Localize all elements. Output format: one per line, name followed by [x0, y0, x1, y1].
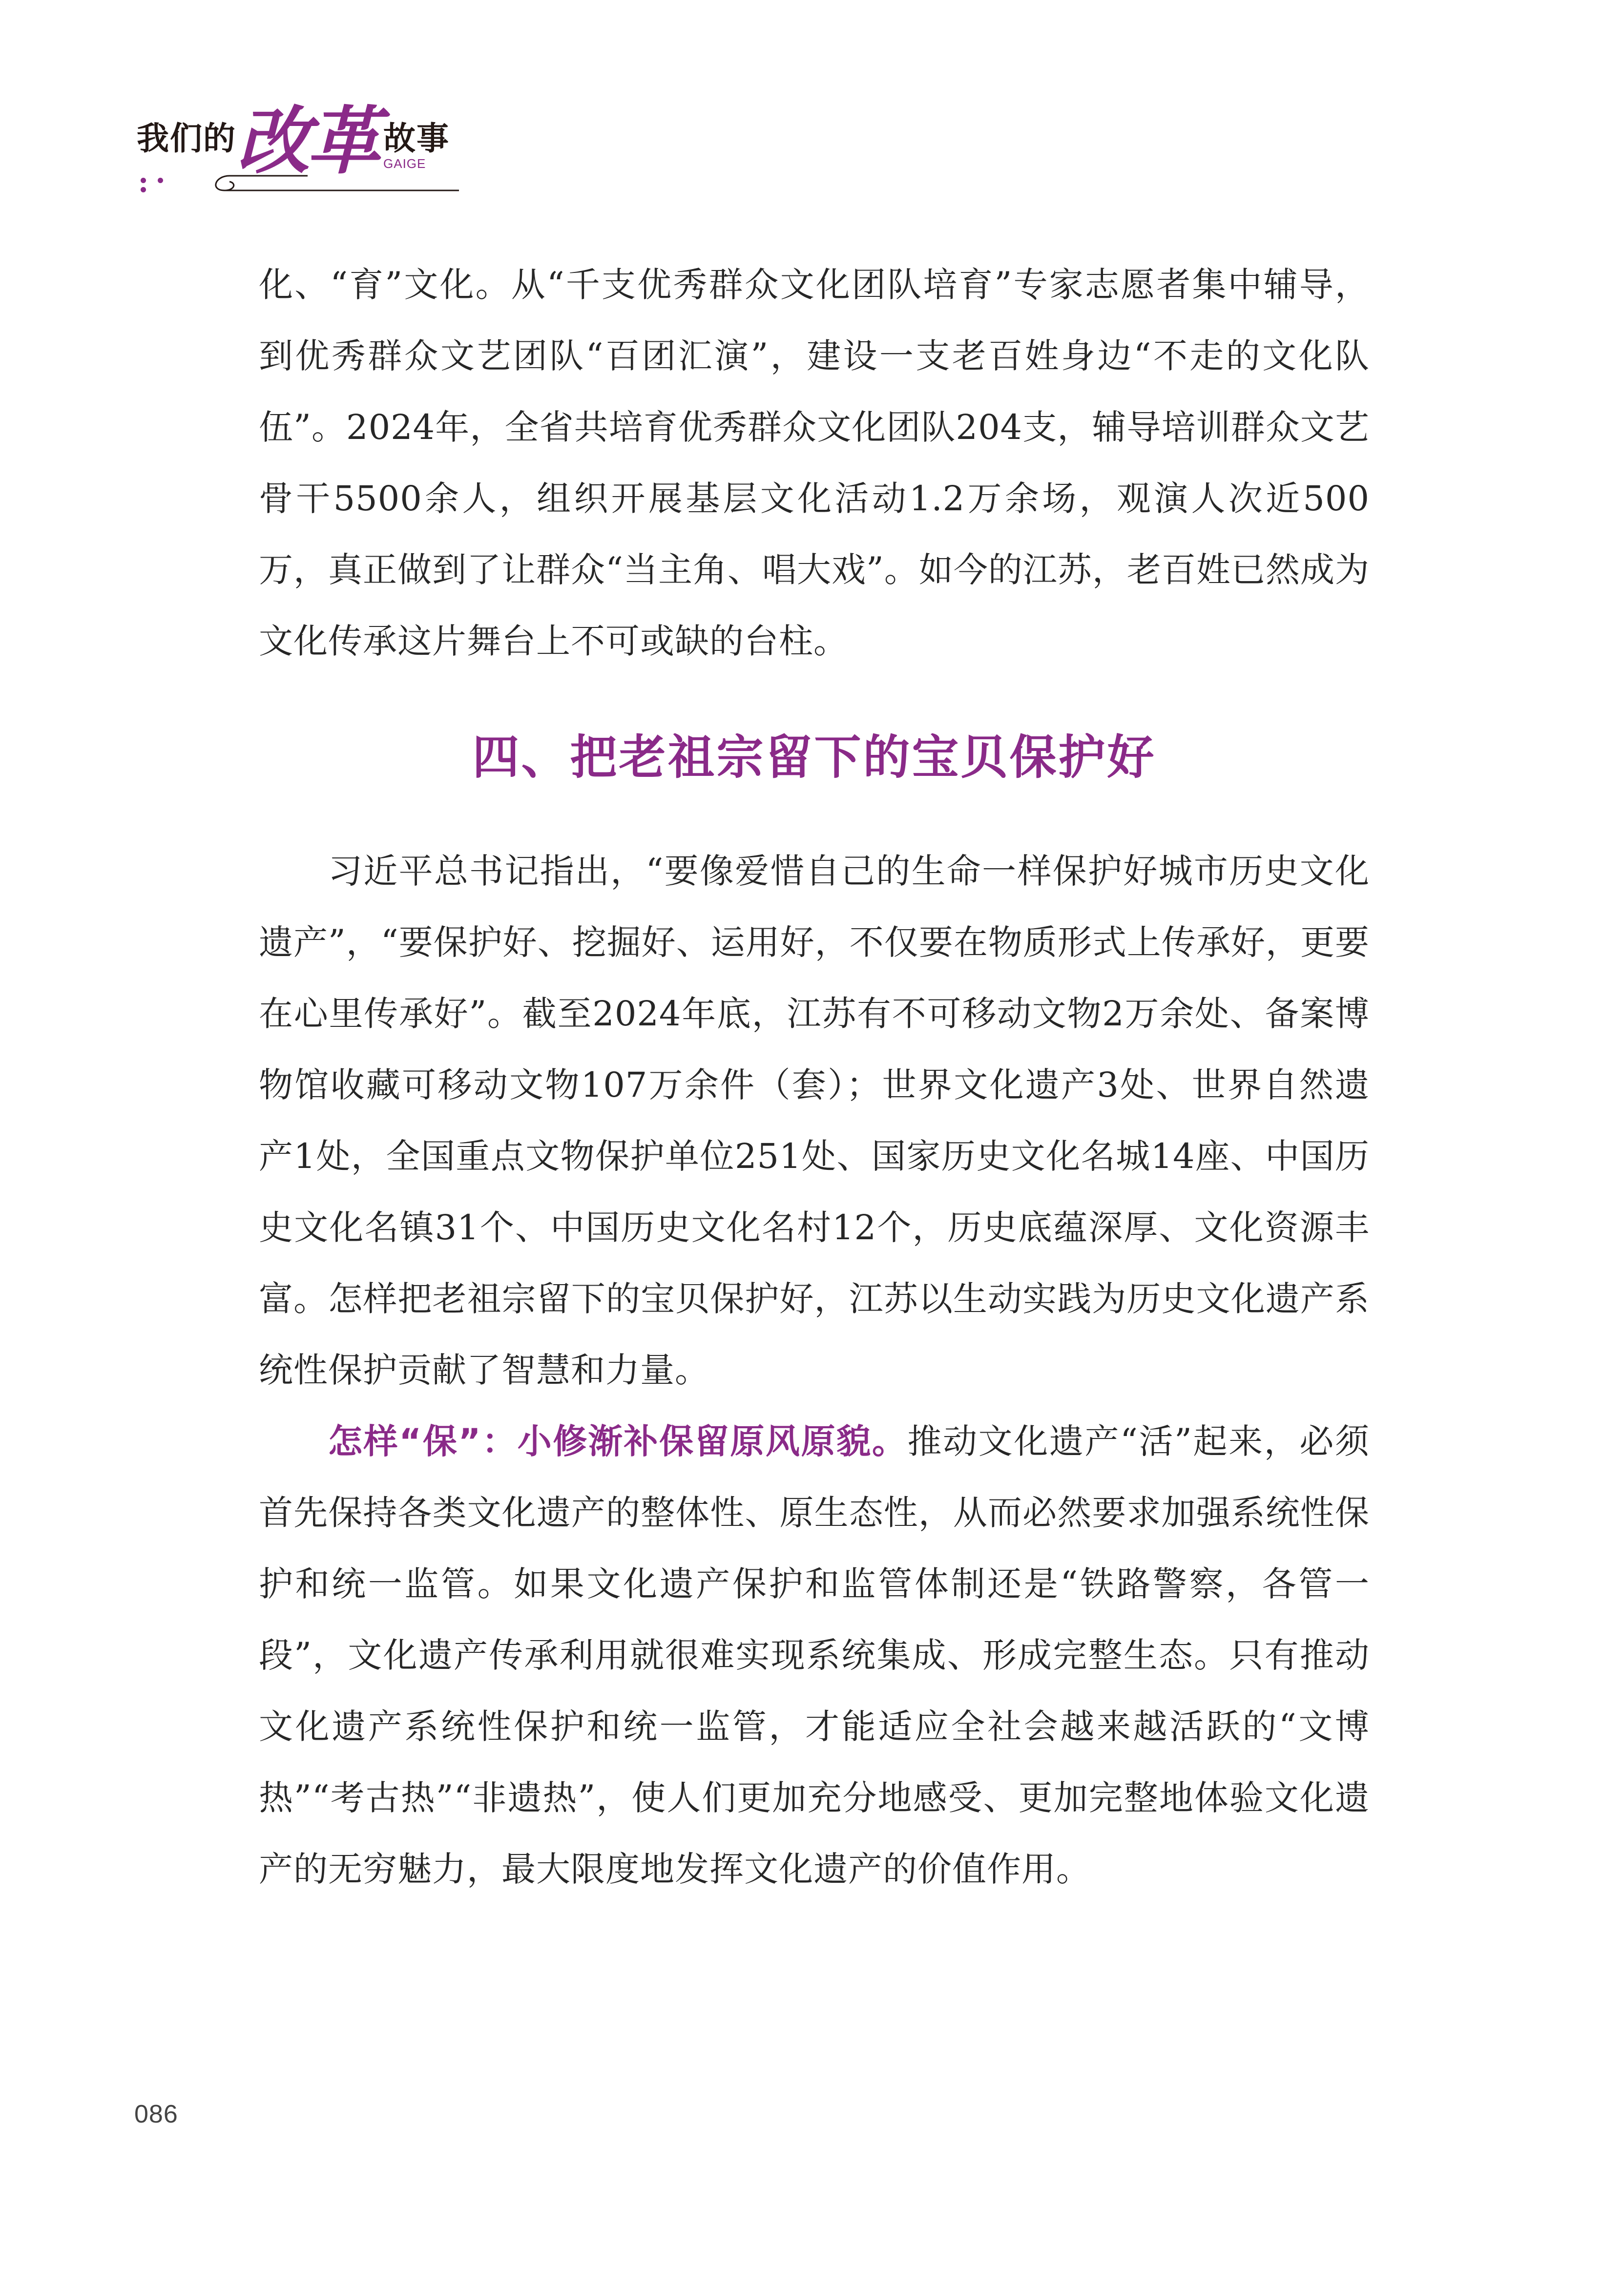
section-heading: 四、把老祖宗留下的宝贝保护好: [472, 730, 1156, 785]
paragraph-subsection: [259, 1406, 1370, 1905]
page-number: 086: [134, 2100, 178, 2128]
dot-icon: [158, 178, 163, 183]
dot-icon: [141, 187, 146, 192]
header-logo: [137, 78, 459, 205]
title-prefix: 我们的: [137, 119, 236, 157]
title-suffix: 故事: [383, 119, 450, 157]
swirl-line-icon: [195, 161, 459, 195]
title-main: 改革: [237, 98, 378, 184]
page-content: [259, 249, 1370, 1905]
subsection-lead: 怎样“保”：小修渐补保留原风原貌。: [328, 1421, 908, 1461]
paragraph-continued: 化、“育”文化。从“千支优秀群众文化团队培育”专家志愿者集中辅导，到优秀群众文艺团队“百团汇演”，建设一支老百姓身边“不走的文化队伍”。2024年，全省共培育优秀群众文化团队204支，辅导培训群众文艺骨干5500余人，组织开展基层文化活动1.2万余场，观演人次近500万，真正做到了让群众“当主角、唱大戏”。如今的江苏，老百姓已然成为文化传承这片舞台上不可或缺的台柱。: [259, 265, 1370, 661]
subsection-text: 推动文化遗产“活”起来，必须首先保持各类文化遗产的整体性、原生态性，从而必然要求加强系统性保护和统一监管。如果文化遗产保护和监管体制还是“铁路警察，各管一段”，文化遗产传承利用就很难实现系统集成、形成完整生态。只有推动文化遗产系统性保护和统一监管，才能适应全社会越来越活跃的“文博热”“考古热”“非遗热”，使人们更加充分地感受、更加完整地体验文化遗产的无穷魅力，最大限度地发挥文化遗产的价值作用。: [259, 1421, 1370, 1889]
dot-icon: [141, 178, 146, 183]
title-subtitle: GAIGE: [383, 156, 426, 171]
paragraph-section-intro: 习近平总书记指出，“要像爱惜自己的生命一样保护好城市历史文化遗产”，“要保护好、挖掘好、运用好，不仅要在物质形式上传承好，更要在心里传承好”。截至2024年底，江苏有不可移动文物2万余处、备案博物馆收藏可移动文物107万余件（套）；世界文化遗产3处、世界自然遗产1处，全国重点文物保护单位251处、国家历史文化名城14座、中国历史文化名镇31个、中国历史文化名村12个，历史底蕴深厚、文化资源丰富。怎样把老祖宗留下的宝贝保护好，江苏以生动实践为历史文化遗产系统性保护贡献了智慧和力量。: [259, 851, 1370, 1390]
decorative-dots: [141, 176, 187, 183]
